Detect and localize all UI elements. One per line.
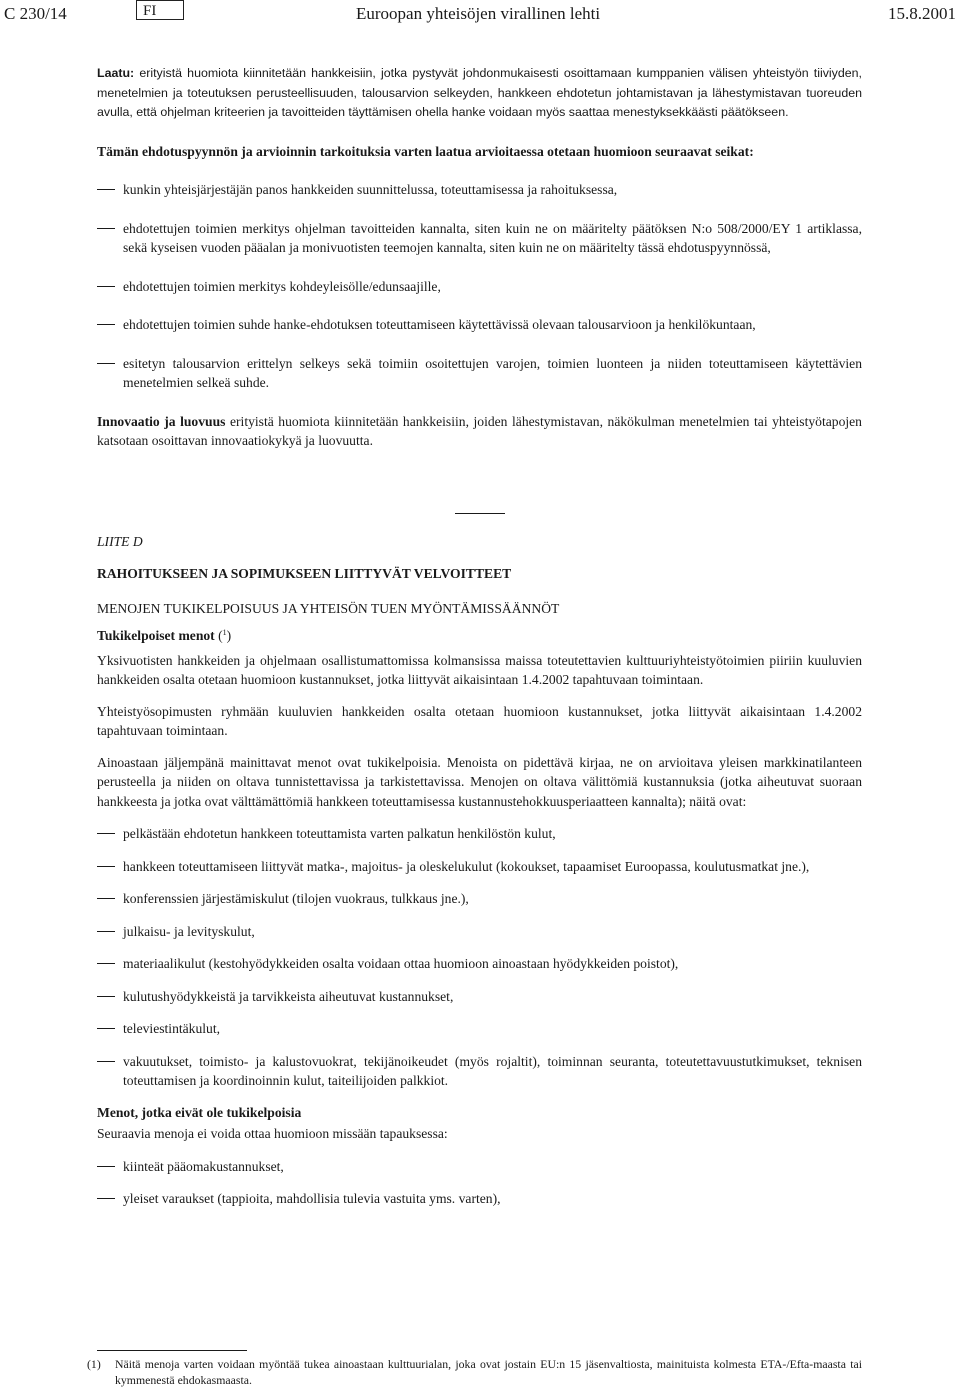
language-code-box: FI	[136, 0, 184, 20]
annex-subtitle: MENOJEN TUKIKELPOISUUS JA YHTEISÖN TUEN MYÖNTÄMISSÄÄNNÖT	[97, 600, 560, 616]
ineligible-intro: Seuraavia menoja ei voida ottaa huomioon missään tapauksessa:	[97, 1126, 448, 1141]
list-item: hankkeen toteuttamiseen liittyvät matka-, majoitus- ja oleskelukulut (kokoukset, tapaamiset Euroopassa, koulutusmatkat jne.),	[97, 857, 862, 877]
journal-reference: C 230/14	[4, 4, 67, 23]
list-item: materiaalikulut (kestohyödykkeiden osalta voidaan ottaa huomioon ainoastaan hyödykkeiden poistot),	[97, 954, 862, 974]
assessment-intro: Tämän ehdotuspyynnön ja arvioinnin tarkoituksia varten laatua arvioitaessa otetaan huomioon seuraavat seikat:	[97, 143, 754, 159]
publication-date: 15.8.2001	[888, 4, 956, 23]
eligible-paragraph-2: Yhteistyösopimusten ryhmään kuuluvien hankkeiden osalta otetaan huomioon kustannukset, jotka liittyvät aikaisintaan 1.4.2002 tapahtuvaan toimintaan.	[97, 703, 862, 738]
list-item: ehdotettujen toimien suhde hanke-ehdotuksen toteuttamiseen käytettävissä olevaan talousarvioon ja henkilökuntaan,	[97, 315, 862, 335]
list-item: yleiset varaukset (tappioita, mahdollisia tulevia vastuita yms. varten),	[97, 1189, 862, 1209]
eligible-paragraph-3: Ainoastaan jäljempänä mainittavat menot ovat tukikelpoisia. Menoista on pidettävä kirjaa, ne on arvioitava yleisen markkinatilanteen perusteella ja niiden on oltava tunnistettavissa ja tarkistettavissa. Menojen on oltava välittömiä kustannuksia (jotka aiheutuvat suoraan hankkeesta ja jotka ovat välttämättömiä hankkeen toteuttamisessa kustannustehokkuusperiaatteen kannalta); näitä ovat:	[97, 754, 862, 809]
document-body	[97, 64, 862, 1209]
section-separator	[455, 513, 505, 514]
eligible-paragraph-1: Yksivuotisten hankkeiden ja ohjelmaan osallistumattomissa kolmansissa maissa toteutettavien kulttuuriyhteistyötoimien piiriin kuuluvien hankkeiden osalta otetaan huomioon kustannukset, jotka liittyvät aikaisintaan 1.4.2002 tapahtuvaan toimintaan.	[97, 652, 862, 687]
list-item: kulutushyödykkeistä ja tarvikkeista aiheutuvat kustannukset,	[97, 987, 862, 1007]
list-item: esitetyn talousarvion erittelyn selkeys sekä toimiin osoitettujen varojen, toimien luonteen ja niiden toteuttamiseen käytettävien menetelmien selkeä suhde.	[97, 354, 862, 393]
page-header	[0, 0, 960, 26]
journal-title: Euroopan yhteisöjen virallinen lehti	[356, 4, 601, 23]
ineligible-list	[97, 1157, 862, 1209]
list-item: pelkästään ehdotetun hankkeen toteuttamista varten palkatun henkilöstön kulut,	[97, 824, 862, 844]
eligible-list	[97, 824, 862, 1091]
list-item: ehdotettujen toimien merkitys ohjelman tavoitteiden kannalta, siten kuin ne on määritelty päätöksen N:o 508/2000/EY 1 artiklassa, sekä kyseisen vuoden pääalan ja monivuotisten teemojen kannalta, siten kuin ne on määritelty tässä ehdotuspyynnössä,	[97, 219, 862, 258]
quality-label: Laatu:	[97, 66, 135, 80]
list-item: televiestintäkulut,	[97, 1019, 862, 1039]
innovation-text: erityistä huomiota kiinnitetään hankkeisiin, joiden lähestymistavan, näkökulman menetelmien tai yhteistyötapojen katsotaan osoittavan innovaatiokykyä ja luovuutta.	[97, 413, 862, 448]
quality-text: erityistä huomiota kiinnitetään hankkeisiin, jotka pystyvät johdonmukaisesti osoittamaan kumppanien välisen yhteistyön tiiviyden, menetelmien ja toteutuksen perusteellisuuden, talousarvion selkeyden, hankkeen ehdotetun johtamistavan ja lähestymistavan tuoreuden avulla, että ohjelman kriteerien ja tavoitteiden täyttämisen ohella hanke voidaan myös saattaa menestyksekkäästi päätökseen.	[97, 66, 862, 119]
annex-label: LIITE D	[97, 533, 143, 549]
annex-title: RAHOITUKSEEN JA SOPIMUKSEEN LIITTYVÄT VELVOITTEET	[97, 566, 512, 581]
footnote-mark: (1)	[87, 1357, 101, 1371]
eligible-heading	[97, 623, 862, 646]
quality-paragraph	[97, 64, 862, 123]
footnote-reference: ($^1$)	[218, 628, 232, 643]
innovation-label: Innovaatio ja luovuus	[97, 413, 226, 429]
footnote-text: Näitä menoja varten voidaan myöntää tukea ainoastaan kulttuurialan, joka ovat jostain EU:n 15 jäsenvaltiosta, mainituista kolmesta ETA-/Efta-maasta tai kymmenestä ehdokasmaasta.	[115, 1357, 862, 1387]
list-item: konferenssien järjestämiskulut (tilojen vuokraus, tulkkaus jne.),	[97, 889, 862, 909]
assessment-list	[97, 180, 862, 393]
footnote	[87, 1356, 862, 1388]
ineligible-heading: Menot, jotka eivät ole tukikelpoisia	[97, 1104, 302, 1120]
list-item: ehdotettujen toimien merkitys kohdeyleisölle/edunsaajille,	[97, 277, 862, 297]
footnote-divider	[97, 1350, 247, 1351]
innovation-paragraph	[97, 412, 862, 451]
list-item: kunkin yhteisjärjestäjän panos hankkeiden suunnittelussa, toteuttamisessa ja rahoituksessa,	[97, 180, 862, 200]
eligible-heading-text: Tukikelpoiset menot	[97, 628, 215, 643]
list-item: vakuutukset, toimisto- ja kalustovuokrat, tekijänoikeudet (myös rojaltit), toiminnan seuranta, toteutettavuustutkimukset, teknisen toteuttamisen ja koordinoinnin kulut, taiteilijoiden palkkiot.	[97, 1052, 862, 1091]
list-item: julkaisu- ja levityskulut,	[97, 922, 862, 942]
list-item: kiinteät pääomakustannukset,	[97, 1157, 862, 1177]
